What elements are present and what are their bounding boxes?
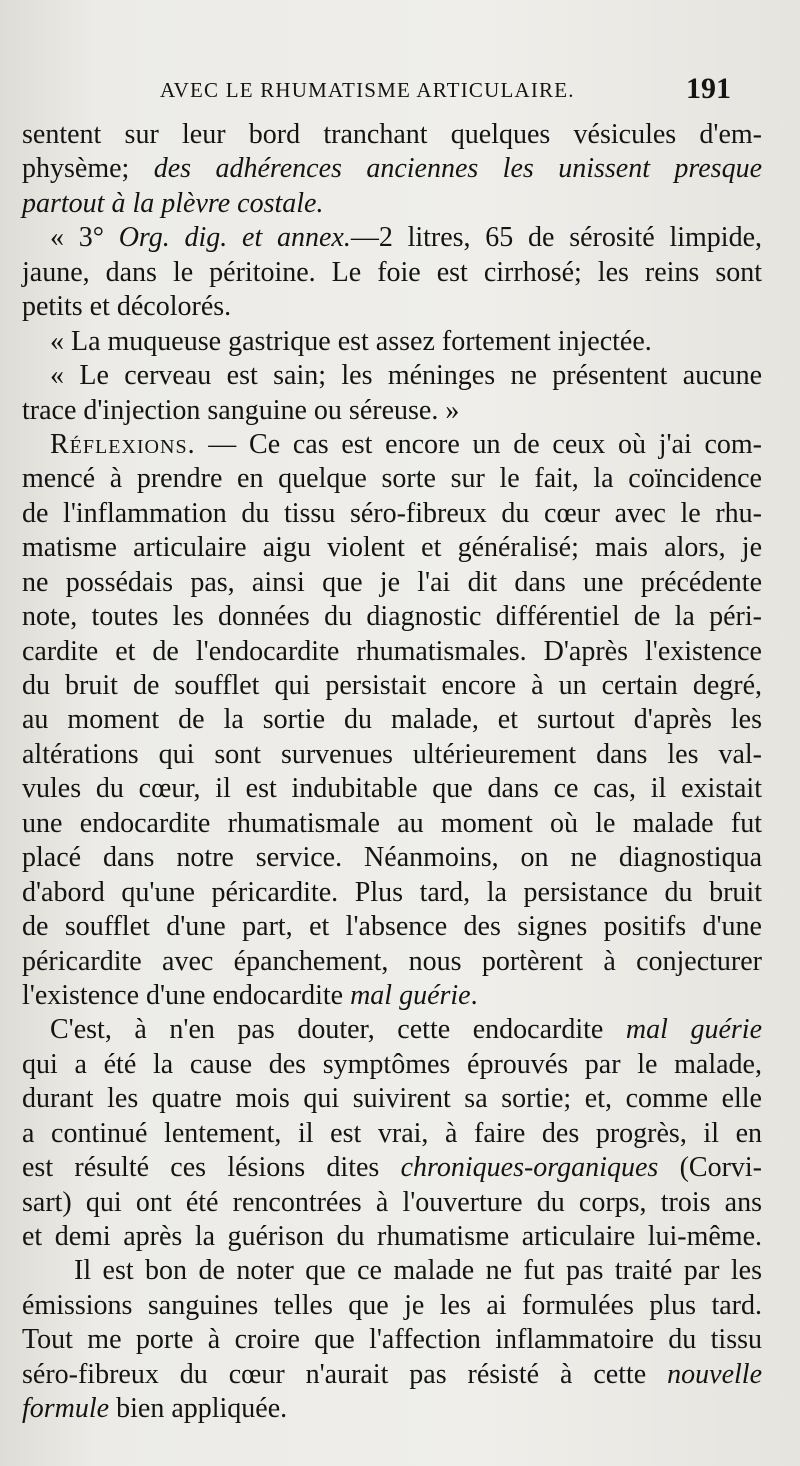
text-line: [22, 807, 762, 841]
text-line: [22, 325, 762, 359]
italic-text: chroniques-organiques: [400, 1152, 659, 1184]
body-text: [22, 118, 762, 1427]
text-segment: une endocardite rhumatismale au moment où le malade fut: [22, 807, 762, 839]
text-segment: petits et décolorés.: [22, 291, 232, 323]
text-line: [22, 1082, 762, 1116]
text-line: [22, 152, 762, 186]
text-segment: Il est bon de noter que ce malade ne fut pas traité par les: [74, 1255, 762, 1287]
italic-text: formule: [22, 1393, 110, 1425]
text-segment: émissions sanguines telles que je les ai formulées plus tard.: [22, 1289, 762, 1321]
italic-text: nouvelle: [667, 1358, 762, 1390]
text-line: [22, 945, 762, 979]
text-segment: « 3°: [50, 222, 119, 254]
text-line: [22, 462, 762, 496]
text-segment: péricardite avec épanchement, nous portèrent à conjecturer: [22, 945, 762, 977]
text-segment: sentent sur leur bord tranchant quelques vésicules d'em-: [22, 119, 762, 150]
text-segment: l'existence d'une endocardite: [22, 979, 351, 1011]
text-line: [22, 394, 762, 428]
text-line: [22, 428, 762, 462]
text-segment: sart) qui ont été rencontrées à l'ouverture du corps, trois ans: [22, 1186, 762, 1218]
italic-text: des adhérences anciennes les unissent presque: [153, 153, 762, 185]
text-line: [22, 1117, 762, 1151]
text-line: [22, 635, 762, 669]
text-line: [22, 1254, 762, 1288]
text-line: [22, 566, 762, 600]
text-segment: et demi après la guérison du rhumatisme articulaire lui-même.: [22, 1221, 762, 1252]
text-line: [22, 1186, 762, 1220]
small-caps-heading: Réflexions.: [50, 428, 196, 460]
text-segment: cardite et de l'endocardite rhumatismales. D'après l'existence: [22, 635, 762, 667]
text-segment: est résulté ces lésions dites: [22, 1152, 401, 1184]
text-segment: a continué lentement, il est vrai, à faire des progrès, il en: [22, 1117, 762, 1149]
text-line: [22, 290, 762, 324]
text-segment: physème;: [22, 153, 154, 185]
running-head: AVEC LE RHUMATISME ARTICULAIRE.: [160, 78, 575, 102]
italic-text: partout à la plèvre costale.: [22, 187, 324, 219]
text-line: [22, 187, 762, 221]
text-line: [22, 703, 762, 737]
text-line: [22, 1358, 762, 1392]
text-line: [22, 1013, 762, 1047]
italic-text: Org. dig. et annex.: [118, 222, 351, 254]
text-line: [22, 359, 762, 393]
text-line: [22, 1323, 762, 1357]
page-header: [0, 72, 800, 112]
text-segment: Tout me porte à croire que l'affection inflammatoire du tissu: [22, 1324, 762, 1356]
text-segment: du bruit de soufflet qui persistait encore à un certain degré,: [22, 670, 762, 701]
text-segment: qui a été la cause des symptômes éprouvés par le malade,: [22, 1048, 762, 1080]
text-line: [22, 1151, 762, 1185]
text-segment: d'abord qu'une péricardite. Plus tard, la persistance du bruit: [22, 876, 762, 908]
text-segment: mencé à prendre en quelque sorte sur le fait, la coïncidence: [22, 463, 762, 495]
text-line: [22, 1392, 762, 1426]
text-segment: — Ce cas est encore un de ceux où j'ai com-: [195, 428, 762, 460]
text-segment: bien appliquée.: [109, 1393, 288, 1425]
text-segment: séro-fibreux du cœur n'aurait pas résisté à cette: [22, 1358, 668, 1390]
text-line: [22, 841, 762, 875]
text-line: [22, 1220, 762, 1254]
text-line: [22, 1289, 762, 1323]
text-line: [22, 669, 762, 703]
text-line: [22, 738, 762, 772]
text-segment: « La muqueuse gastrique est assez fortement injectée.: [50, 325, 652, 357]
text-line: [22, 531, 762, 565]
text-line: [22, 118, 762, 152]
italic-text: mal guérie: [350, 979, 471, 1011]
text-segment: C'est, à n'en pas douter, cette endocardite: [50, 1014, 626, 1046]
text-segment: placé dans notre service. Néanmoins, on ne diagnostiqua: [22, 842, 762, 874]
text-segment: durant les quatre mois qui suivirent sa sortie; et, comme elle: [22, 1083, 762, 1115]
text-segment: note, toutes les données du diagnostic différentiel de la péri-: [22, 601, 762, 633]
page-number: 191: [686, 72, 731, 105]
text-segment: .: [470, 979, 478, 1011]
text-line: [22, 876, 762, 910]
text-line: [22, 600, 762, 634]
text-segment: (Corvi-: [658, 1152, 762, 1184]
text-line: [22, 910, 762, 944]
text-segment: ne possédais pas, ainsi que je l'ai dit dans une précédente: [22, 566, 762, 598]
text-segment: trace d'injection sanguine ou séreuse. »: [22, 394, 460, 426]
text-segment: au moment de la sortie du malade, et surtout d'après les: [22, 704, 762, 736]
text-segment: « Le cerveau est sain; les méninges ne présentent aucune: [50, 360, 762, 392]
text-line: [22, 221, 762, 255]
text-segment: jaune, dans le péritoine. Le foie est cirrhosé; les reins sont: [22, 256, 762, 288]
text-segment: de soufflet d'une part, et l'absence des signes positifs d'une: [22, 911, 762, 943]
italic-text: mal guérie: [625, 1014, 762, 1046]
text-segment: matisme articulaire aigu violent et généralisé; mais alors, je: [22, 532, 762, 564]
text-line: [22, 772, 762, 806]
text-line: [22, 979, 762, 1013]
text-segment: altérations qui sont survenues ultérieurement dans les val-: [22, 738, 762, 770]
text-segment: —2 litres, 65 de sérosité limpide,: [350, 222, 763, 254]
text-segment: de l'inflammation du tissu séro-fibreux du cœur avec le rhu-: [22, 497, 762, 529]
text-line: [22, 1048, 762, 1082]
text-line: [22, 256, 762, 290]
text-segment: vules du cœur, il est indubitable que dans ce cas, il existait: [22, 773, 762, 805]
text-line: [22, 497, 762, 531]
